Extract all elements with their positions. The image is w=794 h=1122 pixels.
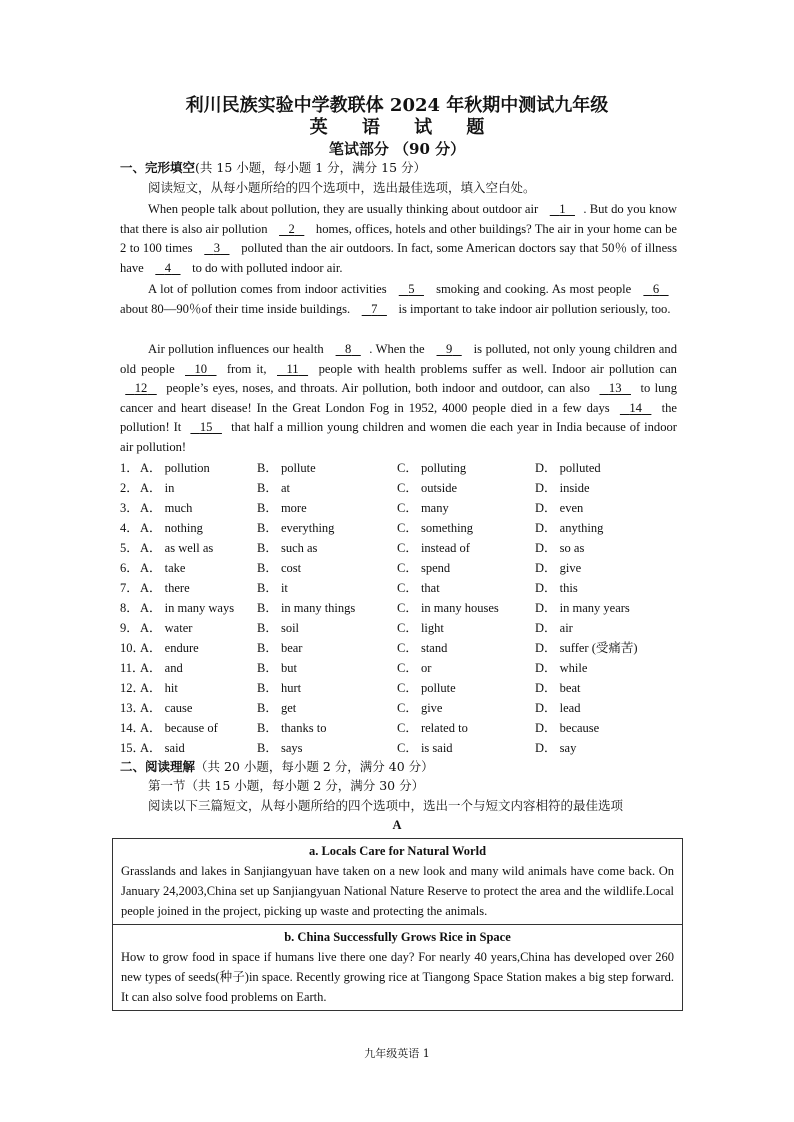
option-a: A． nothing [140, 521, 203, 535]
question-number: 10． [120, 641, 146, 655]
option-b: B． cost [257, 561, 302, 575]
option-row [120, 718, 680, 738]
option-c: C． stand [397, 641, 448, 655]
option-row [120, 678, 680, 698]
option-d: D． so as [535, 541, 585, 555]
option-d: D． lead [535, 701, 581, 715]
option-b: B． says [257, 741, 303, 755]
option-b: B． bear [257, 641, 303, 655]
option-row [120, 538, 680, 558]
passage-text: Air pollution influences our health [148, 342, 328, 356]
passage-text: to lung cancer and heart disease! In the Great London Fog in 1952, 4000 people died in a few days [120, 381, 678, 415]
option-row [120, 698, 680, 718]
passage-text: is polluted, not only young children and old people [120, 342, 677, 376]
reading-text: Grasslands and lakes in Sanjiangyuan have taken on a new look and many wild animals have come back. On January 24,2003,China set up Sanjiangyuan National Nature Reserve to protect the area and the wildlife.Local people joined in the project, picking up waste and protecting the animals. [121, 864, 674, 918]
option-row [120, 658, 680, 678]
option-row [120, 498, 680, 518]
blank-number: 11 [286, 361, 299, 376]
option-c: C． that [397, 581, 440, 595]
option-b: B． more [257, 501, 307, 515]
option-row [120, 558, 680, 578]
blank-number: 4 [164, 260, 172, 275]
section-2-instruction: 阅读以下三篇短文，从每小题所给的四个选项中，选出一个与短文内容相符的最佳选项 [148, 798, 624, 813]
option-d: D． while [535, 661, 588, 675]
passage-text: homes, offices, hotels and other buildings? The air in your home can be 2 to 100 times [120, 221, 677, 255]
option-a: A． there [140, 581, 190, 595]
option-b: B． everything [257, 521, 335, 535]
blank-number: 12 [134, 381, 148, 395]
option-d: D． give [535, 561, 582, 575]
passage-text: polluted than the air outdoors. In fact, some American doctors say that 50％ of illness have [120, 241, 677, 275]
option-d: D． this [535, 581, 578, 595]
section-2-heading [120, 759, 434, 775]
option-a: A． water [140, 621, 193, 635]
option-b: B． at [257, 481, 290, 495]
question-number: 3． [120, 501, 139, 515]
blank-number: 1 [559, 202, 566, 216]
option-c: C． spend [397, 561, 451, 575]
section-1-scoring: (共 15 小题，每小题 1 分，满分 15 分） [195, 160, 426, 175]
option-b: B． soil [257, 621, 300, 635]
blank-number: 14 [629, 400, 642, 415]
blank-number: 10 [194, 361, 208, 376]
option-a: A． said [140, 741, 185, 755]
passage-text: from it, [221, 361, 272, 376]
option-b: B． hurt [257, 681, 302, 695]
passage-paragraph-3 [120, 340, 677, 457]
section-1-instruction: 阅读短文，从每小题所给的四个选项中，选出最佳选项，填入空白处。 [148, 180, 536, 195]
option-row [120, 638, 680, 658]
question-number: 6． [120, 561, 139, 575]
option-a: A． hit [140, 681, 178, 695]
passage-text: When people talk about pollution, they are usually thinking about outdoor air [148, 202, 542, 216]
option-c: C． or [397, 661, 432, 675]
option-b: B． thanks to [257, 721, 327, 735]
option-b: B． in many things [257, 601, 356, 615]
option-b: B． pollute [257, 461, 316, 475]
option-c: C． many [397, 501, 449, 515]
question-number: 1． [120, 461, 139, 475]
option-row [120, 458, 680, 478]
question-number: 11． [120, 661, 145, 675]
question-number: 4． [120, 521, 139, 535]
option-a: A． endure [140, 641, 199, 655]
option-b: B． such as [257, 541, 318, 555]
passage-text: A lot of pollution comes from indoor activities [148, 282, 391, 296]
option-c: C． pollute [397, 681, 456, 695]
passage-text: to do with polluted indoor air. [188, 260, 343, 275]
blank-number: 2 [288, 221, 295, 236]
option-c: C． instead of [397, 541, 470, 555]
question-number: 15． [120, 741, 146, 755]
option-c: C． outside [397, 481, 458, 495]
option-row [120, 518, 680, 538]
passage-label: A [392, 818, 402, 832]
passage-text: that half a million young children and women die each year in India because of indoor air pollution! [120, 420, 677, 454]
blank-number: 3 [213, 241, 221, 255]
blank-number: 6 [652, 282, 660, 296]
question-number: 13． [120, 701, 146, 715]
passage-paragraph-2 [120, 280, 677, 319]
option-d: D． air [535, 621, 573, 635]
passage-text: people’s eyes, noses, and throats. Air pollution, both indoor and outdoor, can also [162, 381, 595, 395]
passage-text: is important to take indoor air pollution seriously, too. [395, 301, 671, 316]
option-row [120, 598, 680, 618]
question-number: 8． [120, 601, 139, 615]
blank-number: 9 [445, 342, 453, 356]
question-number: 9． [120, 621, 139, 635]
page-footer: 九年级英语 1 [364, 1047, 430, 1060]
option-c: C． related to [397, 721, 468, 735]
exam-title: 利川民族实验中学教联体 2024 年秋期中测试九年级 [185, 95, 609, 116]
passage-text: . When the [369, 342, 429, 356]
option-a: A． cause [140, 701, 193, 715]
part-title: 笔试部分 （90 分） [328, 140, 466, 158]
option-c: C． light [397, 621, 444, 635]
option-c: C． something [397, 521, 474, 535]
option-a: A． take [140, 561, 186, 575]
option-d: D． suffer (受痛苦) [535, 641, 638, 655]
question-number: 7． [120, 581, 139, 595]
option-a: A． pollution [140, 461, 210, 475]
option-a: A． because of [140, 721, 218, 735]
option-a: A． as well as [140, 541, 214, 555]
option-c: C． is said [397, 741, 453, 755]
section-2-label: 二、阅读理解 [120, 759, 196, 774]
passage-text: . But do you know that there is also air pollution [120, 202, 677, 236]
option-d: D． in many years [535, 601, 630, 615]
option-d: D． even [535, 501, 584, 515]
option-b: B． it [257, 581, 288, 595]
option-row [120, 578, 680, 598]
option-a: A． in many ways [140, 601, 235, 615]
reading-heading: b. China Successfully Grows Rice in Space [284, 930, 511, 944]
option-a: A． and [140, 661, 183, 675]
question-number: 5． [120, 541, 139, 555]
passage-text: the pollution! It [120, 400, 677, 434]
blank-number: 7 [371, 301, 378, 316]
subject-title: 英 语 试 题 [309, 117, 499, 138]
option-c: C． give [397, 701, 443, 715]
section-2-scoring: （共 20 小题，每小题 2 分，满分 40 分） [195, 759, 434, 774]
section-1-heading [120, 160, 426, 176]
options-list [120, 458, 680, 758]
passage-text: about 80—90％of their time inside buildings. [120, 301, 354, 316]
title-block [0, 95, 794, 159]
reading-box [113, 839, 682, 924]
option-d: D． anything [535, 521, 604, 535]
reading-heading: a. Locals Care for Natural World [308, 844, 487, 858]
reading-box [113, 924, 682, 1010]
option-row [120, 618, 680, 638]
blank-number: 8 [345, 342, 352, 356]
section-1-label: 一、完形填空 [120, 160, 196, 175]
option-c: C． in many houses [397, 601, 499, 615]
question-number: 14． [120, 721, 146, 735]
option-d: D． inside [535, 481, 590, 495]
question-number: 12． [120, 681, 146, 695]
passage-text: people with health problems suffer as well. Indoor air pollution can [313, 361, 677, 376]
passage-text: smoking and cooking. As most people [432, 282, 635, 296]
option-row [120, 478, 680, 498]
option-d: D． because [535, 721, 600, 735]
option-d: D． say [535, 741, 577, 755]
option-row [120, 738, 680, 758]
section-2-subsection: 第一节（共 15 小题，每小题 2 分，满分 30 分） [148, 778, 425, 793]
option-b: B． get [257, 701, 297, 715]
question-number: 2． [120, 481, 139, 495]
blank-number: 13 [608, 381, 622, 395]
option-a: A． much [140, 501, 193, 515]
reading-table [112, 838, 683, 1011]
blank-number: 5 [408, 282, 415, 296]
option-a: A． in [140, 481, 175, 495]
option-b: B． but [257, 661, 297, 675]
option-c: C． polluting [397, 461, 467, 475]
option-d: D． polluted [535, 461, 601, 475]
option-d: D． beat [535, 681, 581, 695]
reading-text: How to grow food in space if humans live there one day? For nearly 40 years,China has developed over 260 new types of seeds(种子)in space. Recently growing rice at Tiangong Space Station makes a big step forward. It can also solve food problems on Earth. [121, 950, 674, 1004]
passage-paragraph-1 [120, 200, 677, 278]
blank-number: 15 [199, 420, 213, 434]
